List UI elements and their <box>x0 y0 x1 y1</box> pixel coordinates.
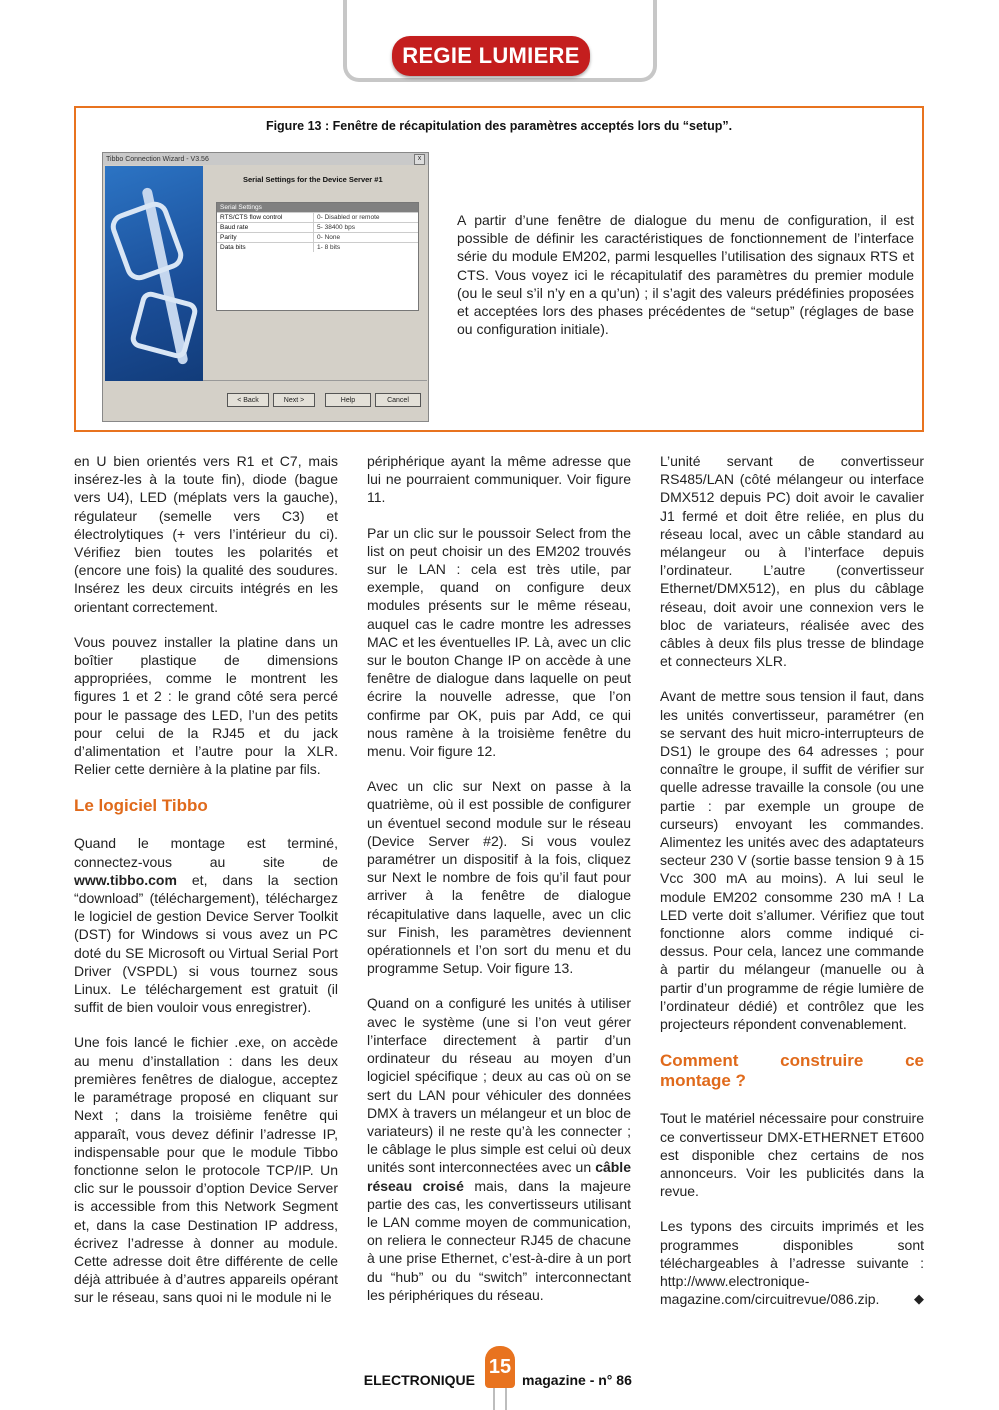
end-mark-icon: ◆ <box>914 1291 924 1307</box>
page-number: 15 <box>488 1355 512 1378</box>
paragraph: Vous pouvez installer la platine dans un boîtier plastique de dimensions appropriées, comme le montrent les figures 1 et 2 : le grand côté sera percé pour le passage des LED, l’un des petits pour celui de la RJ45 et du jack d’alimentation et l’autre pour la XLR. Relier cette dernière à la platine par fils. <box>74 633 338 778</box>
text-run: Quand on a configuré les unités à utiliser avec le système (une si l’on veut gérer l’interface directement à partir d’un ordinateur du réseau au moyen d’un logiciel spécifique ; deux au cas où on se sert du LAN pour véhiculer des données DMX à travers un mélangeur et un bloc de variateurs) il ne reste qu’à les connecter ; le câblage le plus simple est celui où deux unités sont interconnectées avec un <box>367 995 631 1176</box>
text-run: Quand le montage est terminé, connectez-vous au site de <box>74 835 338 870</box>
settings-table-header: Serial Settings <box>217 203 418 212</box>
wizard-title-bar <box>103 153 428 165</box>
section-heading: Comment construire ce montage ? <box>660 1051 924 1091</box>
figure-description: A partir d’une fenêtre de dialogue du menu de configuration, il est possible de définir les caractéristiques de fonctionnement de l’interface série du module EM202, parmi lesquelles l’utilisation des signaux RTS et CTS. Vous voyez ici le récapitulatif des paramètres du premier module (ou le seul s’il n’y en a qu’un) ; il s’agit des valeurs prédéfinies proposées et acceptées lors des phases précédentes de “setup” (réglages de base ou configuration initiale). <box>457 212 914 338</box>
help-button[interactable]: Help <box>325 393 371 407</box>
wizard-title: Tibbo Connection Wizard - V3.56 <box>106 155 209 163</box>
section-banner: REGIE LUMIERE <box>392 36 590 76</box>
column-3 <box>660 452 924 1325</box>
divider <box>203 380 427 381</box>
paragraph: en U bien orientés vers R1 et C7, mais insérez-les à la toute fin), diode (bague vers U4), LED (méplats vers la gauche), régulateur (semelle vers C3) et électrolytiques (+ vers l’intérieur du ci). Vérifiez bien toutes les polarités et (encore une fois) la qualité des soudures. Insérez les deux circuits intégrés en les orientant correctement. <box>74 453 338 615</box>
settings-table <box>216 202 419 311</box>
setting-value: 1- 8 bits <box>313 243 418 252</box>
figure-caption: Figure 13 : Fenêtre de récapitulation des paramètres acceptés lors du “setup”. <box>265 119 733 133</box>
setting-value: 0- Disabled or remote <box>313 213 418 222</box>
paragraph: Par un clic sur le poussoir Select from the list on peut choisir un des EM202 trouvés sur le LAN : cela est très utile, par exemple, quand on configure deux modules présents sur le même réseau, auquel cas le cadre montre les adresses MAC et les éventuelles IP. Là, avec un clic sur le bouton Change IP on accède à une fenêtre de dialogue dans laquelle on peut écrire la nouvelle adresse, que l’on confirme par OK, puis par Add, ce qui nous ramène à la troisième fenêtre du menu. Voir figure 12. <box>367 524 631 760</box>
footer <box>0 1355 999 1408</box>
led-leg <box>493 1388 495 1410</box>
paragraph: Une fois lancé le fichier .exe, on accède au menu d’installation : dans les deux premières fenêtres de dialogue, acceptez le paramétrage proposé en cliquant sur Next ; dans la troisième fenêtre qui apparaît, vous devez définir l’adresse IP, indispensable pour que le module Tibbo fonctionne selon le protocole TCP/IP. Un clic sur le poussoir d’option Device Server is accessible from this Network Segment et, dans la case Destination IP address, écrivez l’adresse à donner au module. Cette adresse doit être différente de celle déjà attribuée à d’autres appareils opérant sur le réseau, sans quoi ni le module ni le <box>74 1034 338 1306</box>
close-icon: x <box>414 154 425 165</box>
paragraph: périphérique ayant la même adresse que lui ne pourraient communiquer. Voir figure 11. <box>367 453 631 506</box>
section-heading: Le logiciel Tibbo <box>74 796 208 816</box>
website-link: www.tibbo.com <box>74 871 177 888</box>
magazine-name: ELECTRONIQUE <box>363 1372 475 1388</box>
issue-number: magazine - n° 86 <box>522 1372 632 1388</box>
bold-term: câble réseau croisé <box>367 1159 631 1194</box>
setting-key: Data bits <box>220 244 246 251</box>
figure-box <box>74 106 924 432</box>
paragraph: L’unité servant de convertisseur RS485/LAN (côté mélangeur ou interface DMX512 depuis PC) doit avoir le cavalier J1 fermé et doit être reliée, en plus du réseau local, avec un câble standard au mélangeur ou à l’interface depuis l’ordinateur. L’autre (convertisseur Ethernet/DMX512), en plus du câblage réseau, doit avoir une connexion vers le bloc de variateurs, réalisée avec des câbles à deux fils plus tresse de blindage et connecteurs XLR. <box>660 453 924 670</box>
setting-key: RTS/CTS flow control <box>220 214 283 221</box>
column-2 <box>367 452 631 1321</box>
next-button[interactable]: Next > <box>273 393 315 407</box>
cancel-button[interactable]: Cancel <box>375 393 421 407</box>
table-empty-area <box>217 252 418 310</box>
page-number-led <box>485 1346 515 1388</box>
paragraph: Avec un clic sur Next on passe à la quatrième, où il est possible de configurer un éventuel second module sur le réseau (Device Server #2). Si vous voulez paramétrer un dispositif à la fois, cliquez sur Next le nombre de fois qu’il faut pour arriver à la fenêtre de dialogue récapitulative dans laquelle, avec un clic sur Finish, les paramètres deviennent opérationnels et l’on sort du menu et du programme Setup. Voir figure 13. <box>367 778 631 977</box>
table-row <box>217 242 418 252</box>
setting-key: Parity <box>220 234 237 241</box>
table-row <box>217 222 418 232</box>
paragraph <box>660 1217 924 1308</box>
plug-graphic <box>107 198 187 284</box>
table-row <box>217 232 418 242</box>
paragraph <box>367 994 631 1303</box>
wizard-heading: Serial Settings for the Device Server #1 <box>243 175 383 184</box>
paragraph: Tout le matériel nécessaire pour construire ce convertisseur DMX-ETHERNET ET600 est disponible chez certains de nos annonceurs. Voir les publicités dans la revue. <box>660 1110 924 1200</box>
paragraph <box>74 834 338 1016</box>
table-row <box>217 212 418 222</box>
plug-graphic <box>128 289 199 360</box>
paragraph: Avant de mettre sous tension il faut, dans les unités convertisseur, paramétrer (en se servant des huit micro-interrupteurs de DS1) le groupe des 64 adresses ; pour connaître le groupe, il suffit de vérifier sur quelle adresse travaille la console (ou une partie : par exemple un groupe de curseurs) envoyant les commandes. Alimentez les unités avec des adaptateurs secteur 230 V (sortie basse tension 9 à 15 Vcc 300 mA au moins). A lui seul le module EM202 consomme 230 mA ! La LED verte doit s’allumer. Vérifiez que tout fonctionne alors comme indiqué ci-dessus. Pour cela, lancez une commande à partir du mélangeur (manuelle ou à partir d’un programme de régie lumière de l’ordinateur dédié) et contrôlez que les projecteurs répondent convenablement. <box>660 688 924 1033</box>
text-run: mais, dans la majeure partie des cas, les convertisseurs utilisant le LAN comme moyen de communication, on reliera le connecteur RJ45 de chacune à une prise Ethernet, c’est-à-dire à un port du “hub” ou du “switch” interconnectant les périphériques du réseau. <box>367 1177 631 1303</box>
back-button[interactable]: < Back <box>227 393 269 407</box>
setting-value: 5- 38400 bps <box>313 223 418 232</box>
led-leg <box>505 1388 507 1410</box>
wizard-window-screenshot <box>102 152 429 422</box>
text-run: Les typons des circuits imprimés et les programmes disponibles sont téléchargeables à l’adresse suivante : http://www.electronique-magazine.com/circuitrevue/086.zip. <box>660 1218 924 1308</box>
column-1 <box>74 452 338 1324</box>
setting-key: Baud rate <box>220 224 249 231</box>
setting-value: 0- None <box>313 233 418 242</box>
connector-illustration <box>105 166 203 381</box>
text-run: et, dans la section “download” (téléchargement), téléchargez le logiciel de gestion Device Server Toolkit (DST) for Windows si vous avez un PC doté du SE Microsoft ou Virtual Serial Port Driver (VSPDL) si vous tournez sous Linux. Le téléchargement est gratuit (il suffit de bien vouloir vous enregistrer). <box>74 871 338 1016</box>
